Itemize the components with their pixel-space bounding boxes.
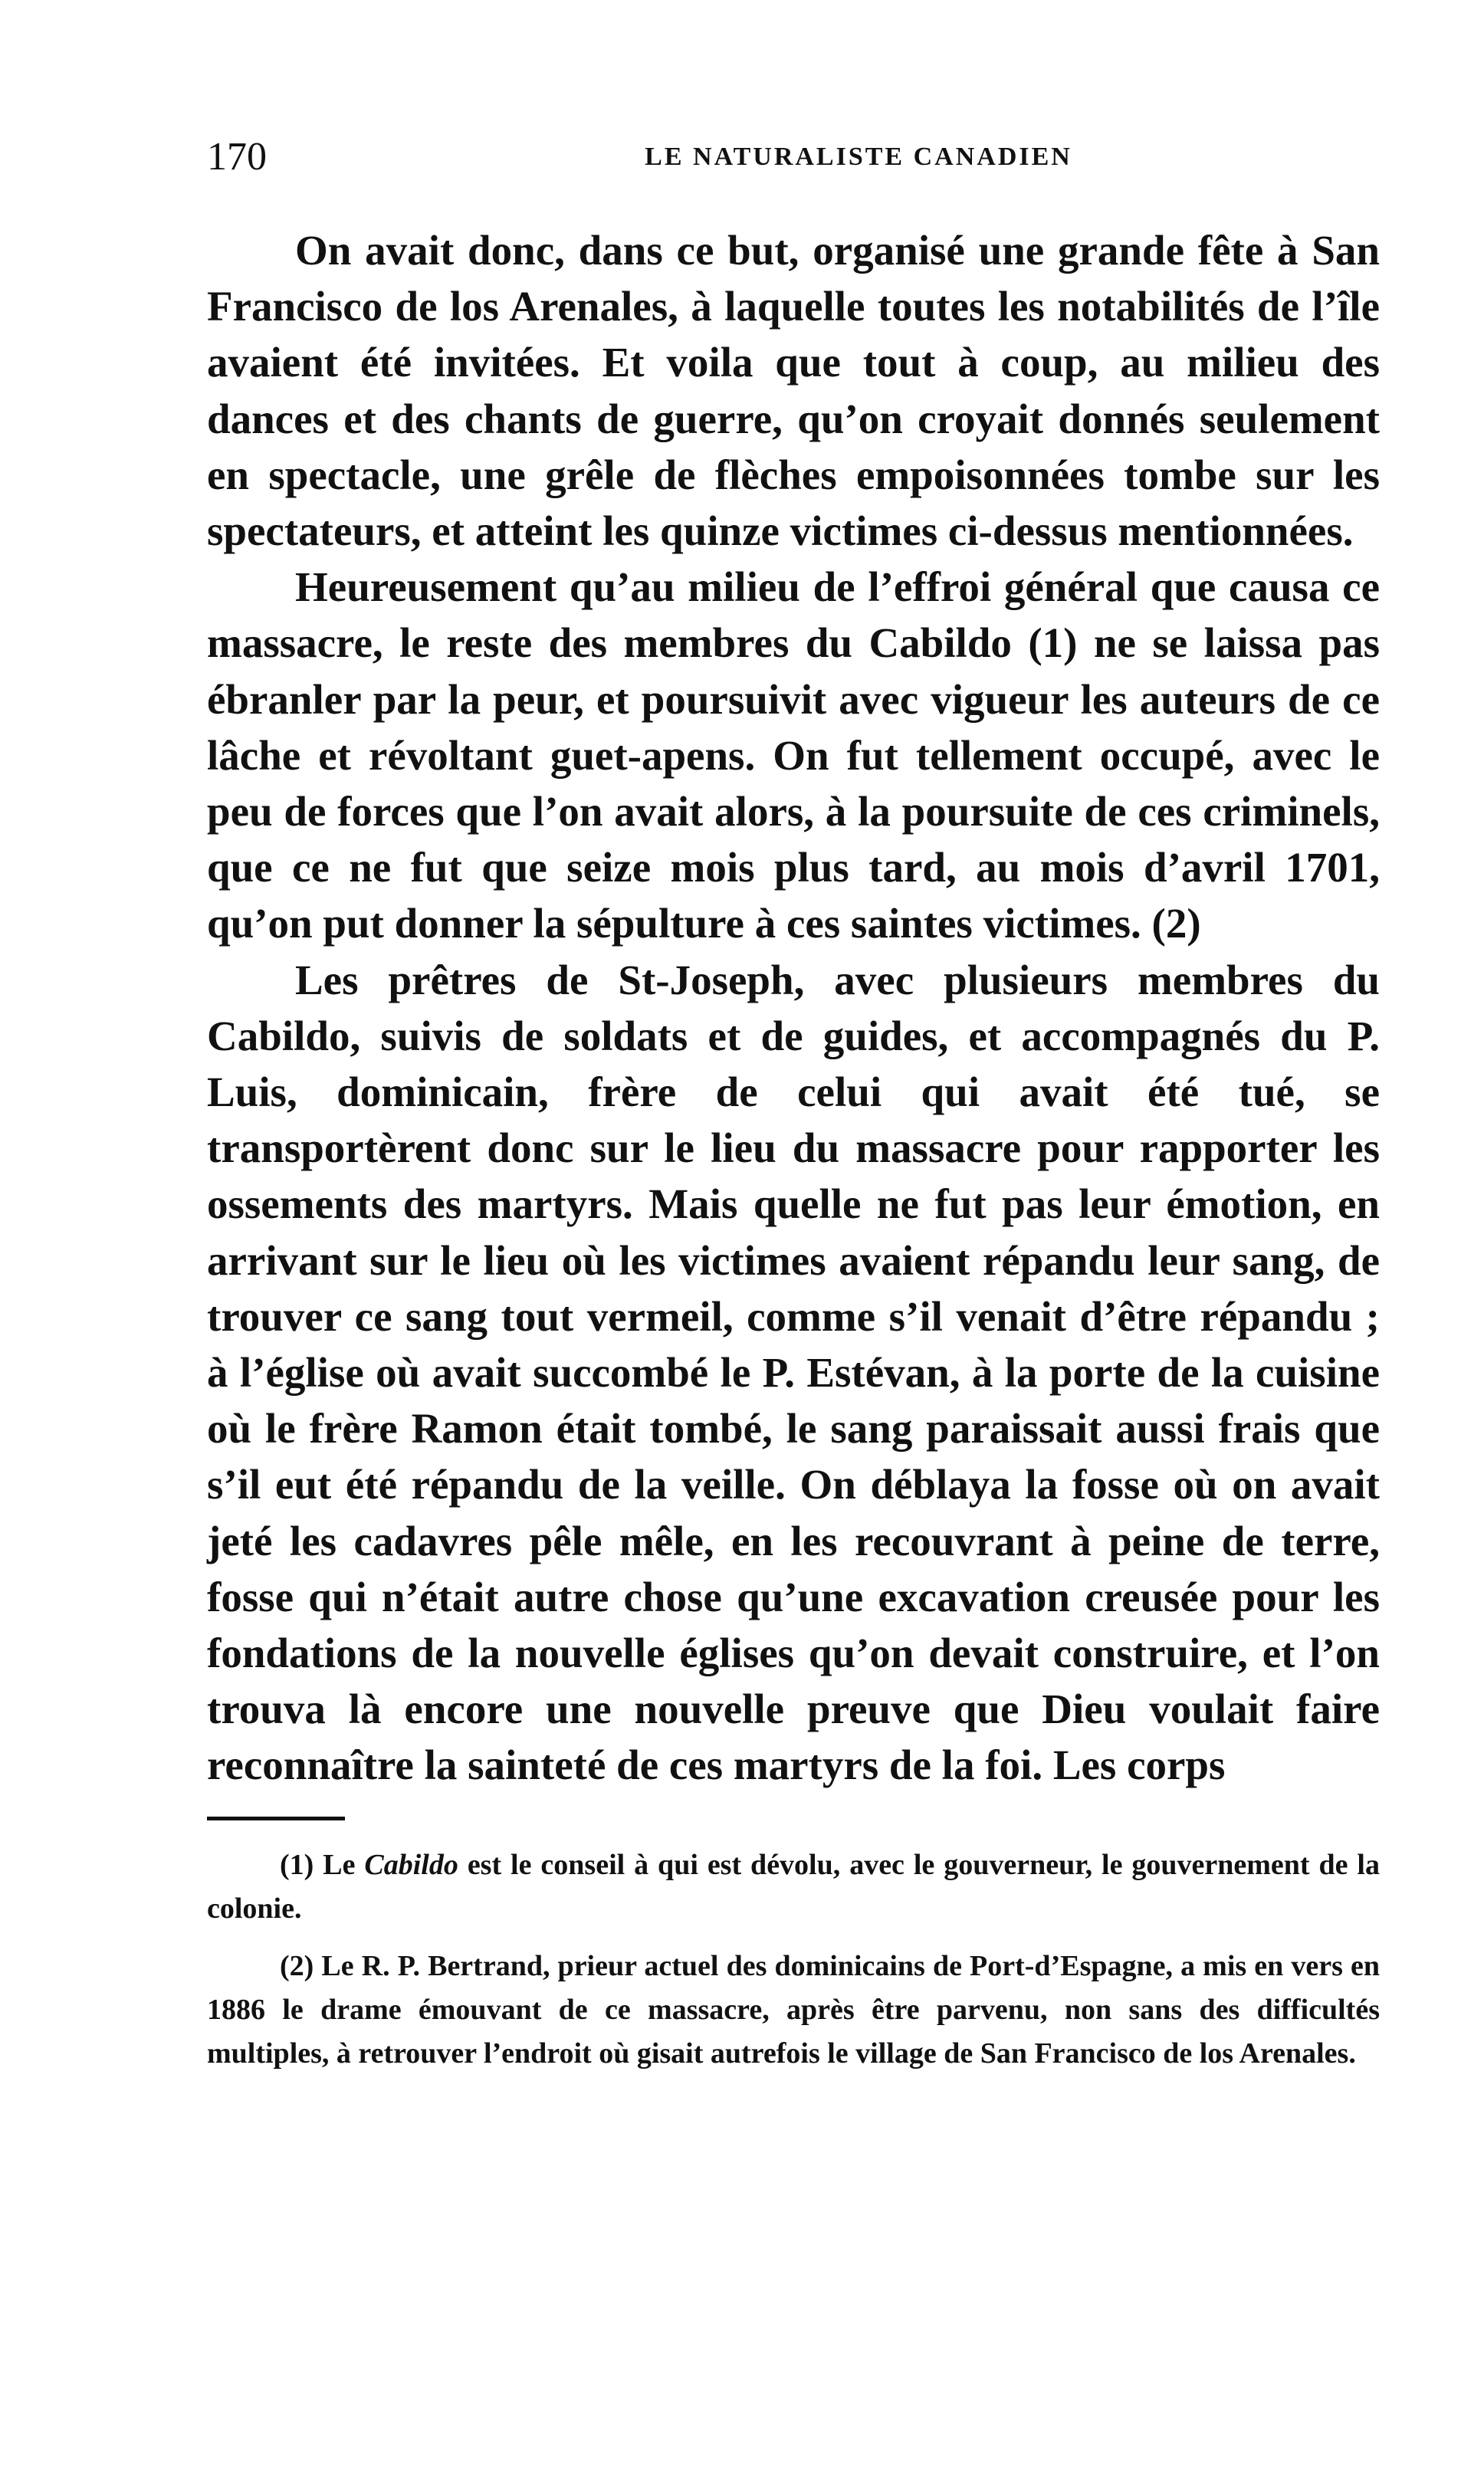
page-header bbox=[207, 130, 1380, 184]
page-number: 170 bbox=[207, 135, 267, 179]
footnotes bbox=[207, 1843, 1380, 2089]
footnote-marker: (1) bbox=[280, 1849, 314, 1881]
body-paragraph: Heureusement qu’au milieu de l’effroi général que causa ce massacre, le reste des membres du Cabildo (1) ne se laissa pas ébranler par la peur, et poursuivit avec vigueur les auteurs de ce lâche et révoltant guet-apens. On fut tellement occupé, avec le peu de forces que l’on avait alors, à la poursuite de ces criminels, que ce ne fut que seize mois plus tard, au mois d’avril 1701, qu’on put donner la sépulture à ces saintes victimes. (2) bbox=[207, 563, 1380, 947]
footnote-separator bbox=[207, 1817, 345, 1820]
running-head: LE NATURALISTE CANADIEN bbox=[645, 143, 1072, 171]
body-paragraph: Les prêtres de St-Joseph, avec plusieurs membres du Cabildo, suivis de soldats et de guides, et accompagnés du P. Luis, dominicain, frère de celui qui avait été tué, se transportèrent donc sur le lieu du massacre pour rapporter les ossements des martyrs. Mais quelle ne fut pas leur émotion, en arrivant sur le lieu où les victimes avaient répandu leur sang, de trouver ce sang tout vermeil, comme s’il venait d’être répandu ; à l’église où avait succombé le P. Estévan, à la porte de la cuisine où le frère Ramon était tombé, le sang paraissait aussi frais que s’il eut été répandu de la veille. On déblaya la fosse où on avait jeté les cadavres pêle mêle, en les recouvrant à peine de terre, fosse qui n’était autre chose qu’une excavation creusée pour les fondations de la nouvelle églises qu’on devait construire, et l’on trouva là encore une nouvelle preuve que Dieu voulait faire reconnaître la sainteté de ces martyrs de la foi. Les corps bbox=[207, 956, 1380, 1789]
main-text bbox=[207, 222, 1380, 1794]
footnote-text: Le R. P. Bertrand, prieur actuel des dominicains de Port-d’Espagne, a mis en vers en 1886 le drame émouvant de ce massacre, après être parvenu, non sans des difficultés multiples, à retrouver l’endroit où gisait autrefois le village de San Francisco de los Arenales. bbox=[207, 1950, 1381, 2070]
footnote-prefix: Le bbox=[323, 1849, 356, 1881]
footnote-2 bbox=[207, 1945, 1380, 2076]
body-paragraph: On avait donc, dans ce but, organisé une grande fête à San Francisco de los Arenales, à laquelle toutes les notabilités de l’île avaient été invitées. Et voila que tout à coup, au milieu des dances et des chants de guerre, qu’on croyait donnés seulement en spectacle, une grêle de flèches empoisonnées tombe sur les spectateurs, et atteint les quinze victimes ci-dessus mentionnées. bbox=[207, 227, 1380, 555]
footnote-italic-term: Cabildo bbox=[364, 1849, 458, 1881]
footnote-text: est le conseil à qui est dévolu, avec le gouverneur, le gouvernement de la colonie. bbox=[207, 1849, 1380, 1925]
footnote-marker: (2) bbox=[280, 1950, 314, 1982]
footnote-1 bbox=[207, 1843, 1380, 1931]
